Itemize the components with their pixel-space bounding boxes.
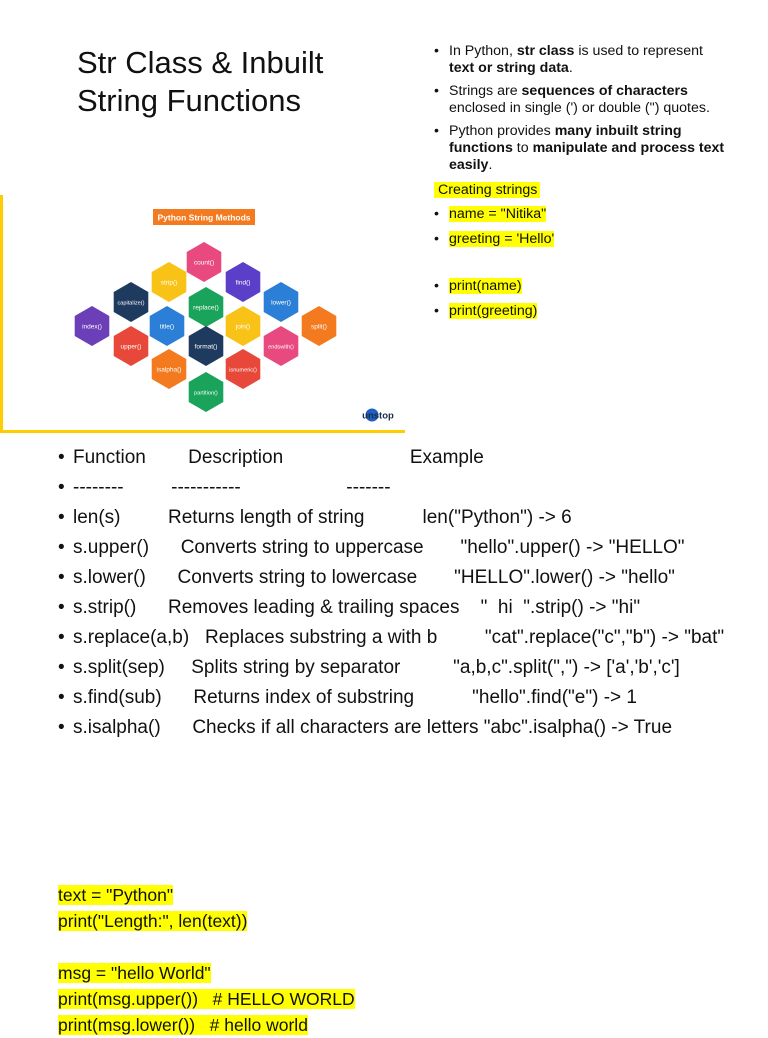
table-header-row (58, 446, 738, 469)
code-line-text: print(msg.upper()) # HELLO WORLD (58, 989, 355, 1009)
table-row (58, 506, 738, 529)
table-row-text: s.find(sub) Returns index of substring "hello".find("e") -> 1 (73, 687, 637, 708)
method-hexagon (302, 306, 337, 346)
table-row (58, 566, 738, 589)
table-row-text: s.replace(a,b) Replaces substring a with b "cat".replace("c","b") -> "bat" (73, 627, 725, 648)
print-bullet-text: print(greeting) (449, 303, 538, 319)
table-row-text: s.upper() Converts string to uppercase "hello".upper() -> "HELLO" (73, 537, 685, 558)
intro-bullet-text: Python provides (449, 123, 555, 139)
method-hexagon (187, 242, 222, 282)
intro-bullet-emphasis: manipulate and process text easily (449, 140, 725, 173)
table-row (58, 686, 738, 709)
bullet-dot-icon: • (58, 447, 65, 468)
bullet-dot-icon: • (58, 507, 65, 528)
print-bullet-text: print(name) (449, 278, 522, 294)
method-hexagon (152, 262, 187, 302)
code-line (58, 882, 458, 908)
hexagon-label: join() (235, 323, 251, 331)
bullet-dot-icon: • (58, 627, 65, 648)
creating-bullet-text: name = "Nitika" (449, 206, 547, 222)
method-hexagon (152, 349, 187, 389)
code-line-text: text = "Python" (58, 885, 174, 905)
slide-title-line-2: String Functions (77, 83, 301, 118)
creating-bullet-text: greeting = 'Hello' (449, 231, 555, 247)
hexagon-label: strip() (160, 279, 178, 287)
intro-bullet (432, 123, 732, 174)
creating-strings-heading (434, 182, 732, 199)
hexagon-label: isalpha() (156, 366, 182, 374)
slide-title (77, 44, 397, 120)
method-hexagon (150, 306, 185, 346)
hexagon-label: format() (194, 343, 218, 351)
bullet-dot-icon: • (434, 303, 439, 319)
bullet-dot-icon: • (58, 477, 65, 498)
hexagon-label: split() (311, 323, 327, 331)
hexagon-label: find() (235, 279, 251, 287)
table-row-text: s.split(sep) Splits string by separator "a,b,c".split(",") -> ['a','b','c'] (73, 657, 680, 678)
bullet-dot-icon: • (58, 567, 65, 588)
intro-bullet-emphasis: text or string data (449, 60, 569, 76)
table-row-text: -------- ----------- ------- (73, 477, 391, 498)
creating-bullet (432, 206, 732, 223)
method-hexagon (226, 306, 261, 346)
hexagon-label: isnumeric() (229, 367, 257, 374)
intro-bullet (432, 43, 732, 77)
intro-bullet-text: is used to represent (574, 43, 703, 59)
intro-bullet-text: to (512, 140, 533, 156)
slide-title-line-1: Str Class & Inbuilt (77, 45, 324, 80)
intro-bullet-text: . (568, 60, 573, 76)
code-line-text: print(msg.lower()) # hello world (58, 1015, 308, 1035)
bullet-dot-icon: • (58, 657, 65, 678)
string-methods-diagram (3, 195, 405, 430)
function-table-list (58, 446, 738, 746)
hexagon-label: capitalize() (117, 300, 145, 307)
method-hexagon (114, 326, 149, 366)
intro-bullet-emphasis: str class (516, 43, 575, 59)
method-hexagon (264, 282, 299, 322)
intro-bullet-text: . (488, 157, 493, 173)
figure-title: Python String Methods (157, 212, 251, 223)
table-row (58, 596, 738, 619)
code-line (58, 934, 458, 960)
hexagon-label: partition() (194, 390, 218, 397)
hexagon-label: title() (159, 323, 175, 331)
intro-bullet-list (432, 43, 732, 174)
intro-bullet-emphasis: many inbuilt string functions (449, 123, 682, 156)
hexagon-label: count() (193, 259, 215, 267)
table-separator-row (58, 476, 738, 499)
string-methods-figure (0, 195, 405, 433)
table-row-text: len(s) Returns length of string len("Python") -> 6 (73, 507, 572, 528)
table-row-text: s.isalpha() Checks if all characters are letters "abc".isalpha() -> True (73, 717, 673, 738)
intro-column (432, 43, 732, 328)
intro-bullet-text: In Python, (449, 43, 517, 59)
method-hexagon (226, 262, 261, 302)
method-hexagon (189, 326, 224, 366)
hexagon-label: index() (82, 323, 102, 331)
intro-bullet-emphasis: sequences of characters (521, 83, 688, 99)
bullet-dot-icon: • (58, 597, 65, 618)
code-sample (58, 882, 458, 1038)
unstop-logo (362, 409, 394, 422)
bullet-dot-icon: • (58, 717, 65, 738)
creating-bullet (432, 231, 732, 248)
intro-bullet-text: enclosed in single (') or double (") quotes. (449, 100, 710, 116)
table-row-text: s.strip() Removes leading & trailing spaces " hi ".strip() -> "hi" (73, 597, 641, 618)
table-row (58, 656, 738, 679)
method-hexagon (226, 349, 261, 389)
intro-bullet-text: Strings are (449, 83, 522, 99)
method-hexagon (189, 372, 224, 412)
method-hexagon (264, 326, 299, 366)
bullet-dot-icon: • (434, 231, 439, 247)
code-line (58, 908, 458, 934)
hexagon-label: upper() (120, 343, 142, 351)
method-hexagon (75, 306, 110, 346)
code-line (58, 1012, 458, 1038)
table-row (58, 536, 738, 559)
bullet-dot-icon: • (58, 687, 65, 708)
creating-strings-label: Creating strings (434, 182, 540, 198)
method-hexagon (114, 282, 149, 322)
bullet-dot-icon: • (434, 83, 439, 99)
code-line-text: print("Length:", len(text)) (58, 911, 248, 931)
method-hexagon (189, 287, 224, 327)
bullet-dot-icon: • (434, 123, 439, 139)
code-line (58, 960, 458, 986)
table-row-text: Function Description Example (73, 447, 484, 468)
bullet-dot-icon: • (434, 206, 439, 222)
hexagon-label: replace() (193, 304, 219, 312)
code-line-text: msg = "hello World" (58, 963, 211, 983)
unstop-logo-text: unstop (362, 410, 394, 422)
bullet-dot-icon: • (58, 537, 65, 558)
intro-bullet (432, 83, 732, 117)
table-row (58, 626, 738, 649)
print-bullet (432, 303, 732, 320)
bullet-dot-icon: • (434, 43, 439, 59)
hexagon-label: lower() (271, 299, 291, 307)
table-row (58, 716, 738, 739)
hexagon-label: endswith() (268, 344, 294, 351)
table-row-text: s.lower() Converts string to lowercase "HELLO".lower() -> "hello" (73, 567, 675, 588)
code-line (58, 986, 458, 1012)
bullet-dot-icon: • (434, 278, 439, 294)
print-bullet (432, 278, 732, 295)
